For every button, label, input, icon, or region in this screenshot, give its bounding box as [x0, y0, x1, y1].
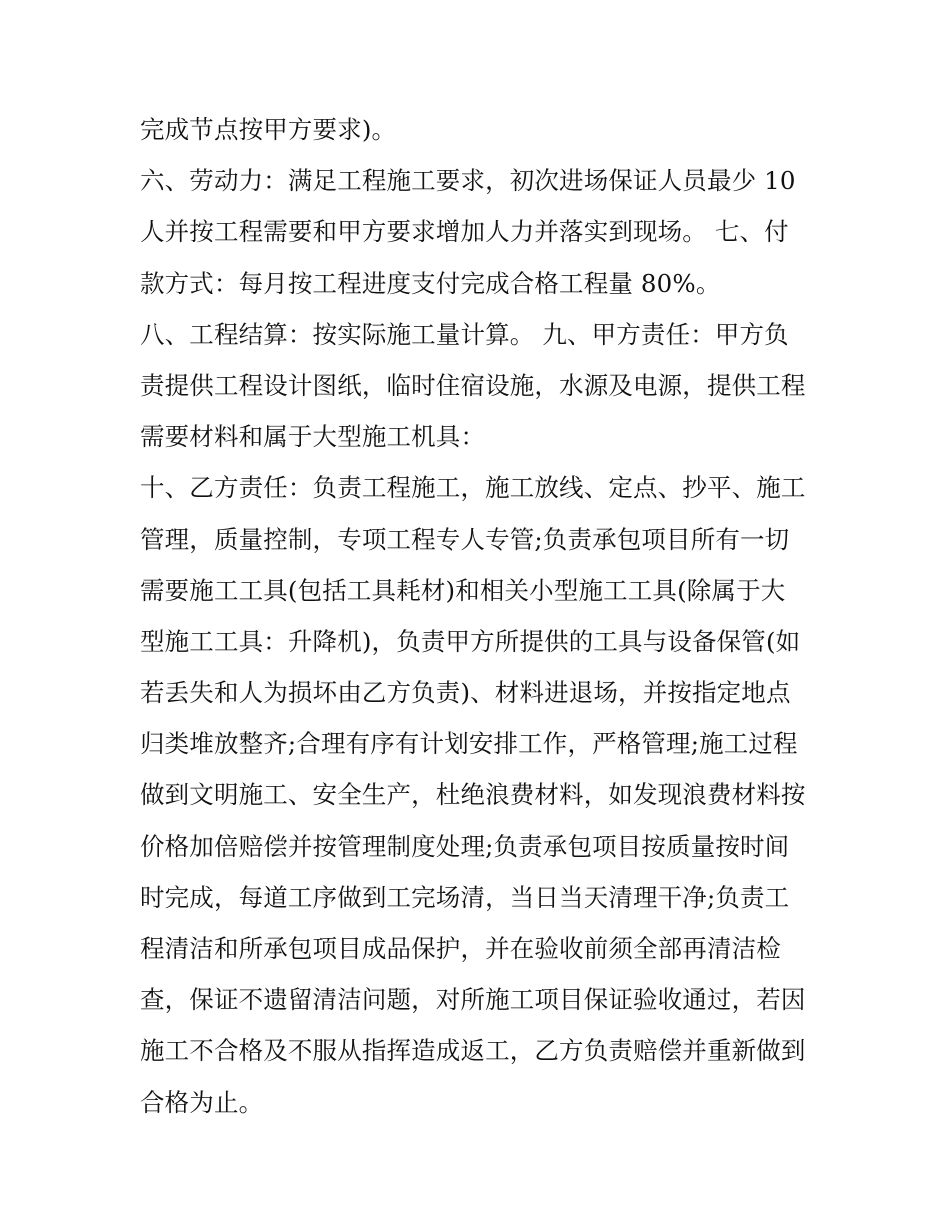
text-line: 款方式：每月按工程进度支付完成合格工程量 80%。: [140, 268, 721, 298]
text-line: 施工不合格及不服从指挥造成返工，乙方负责赔偿并重新做到: [140, 1036, 806, 1066]
text-line: 程清洁和所承包项目成品保护，并在验收前须全部再清洁检: [140, 934, 781, 963]
text-line: 管理，质量控制，专项工程专人专管;负责承包项目所有一切: [140, 524, 790, 554]
text-line: 完成节点按甲方要求)。: [140, 115, 397, 144]
contract-text-body: [140, 104, 820, 1128]
text-line: 需要施工工具(包括工具耗材)和相关小型施工工具(除属于大: [140, 575, 786, 605]
text-line: 价格加倍赔偿并按管理制度处理;负责承包项目按质量按时间: [140, 831, 790, 861]
text-line: 八、工程结算：按实际施工量计算。 九、甲方责任：甲方负: [140, 319, 789, 349]
text-line: 做到文明施工、安全生产，杜绝浪费材料，如发现浪费材料按: [140, 780, 806, 810]
text-line: 查，保证不遗留清洁问题，对所施工项目保证验收通过，若因: [140, 985, 806, 1015]
text-line: 六、劳动力：满足工程施工要求，初次进场保证人员最少 10: [140, 166, 796, 196]
text-line: 人并按工程需要和甲方要求增加人力并落实到现场。 七、付: [140, 217, 789, 247]
text-line: 十、乙方责任：负责工程施工，施工放线、定点、抄平、施工: [140, 473, 806, 503]
text-line: 时完成，每道工序做到工完场清，当日当天清理干净;负责工: [140, 882, 790, 912]
text-line: 若丢失和人为损坏由乙方负责)、材料进退场，并按指定地点: [140, 678, 791, 708]
text-line: 型施工工具：升降机)，负责甲方所提供的工具与设备保管(如: [140, 626, 801, 656]
text-line: 合格为止。: [140, 1087, 264, 1117]
text-line: 归类堆放整齐;合理有序有计划安排工作，严格管理;施工过程: [140, 729, 798, 759]
text-line: 责提供工程设计图纸，临时住宿设施，水源及电源，提供工程: [140, 370, 806, 400]
text-line: 需要材料和属于大型施工机具：: [140, 422, 486, 452]
